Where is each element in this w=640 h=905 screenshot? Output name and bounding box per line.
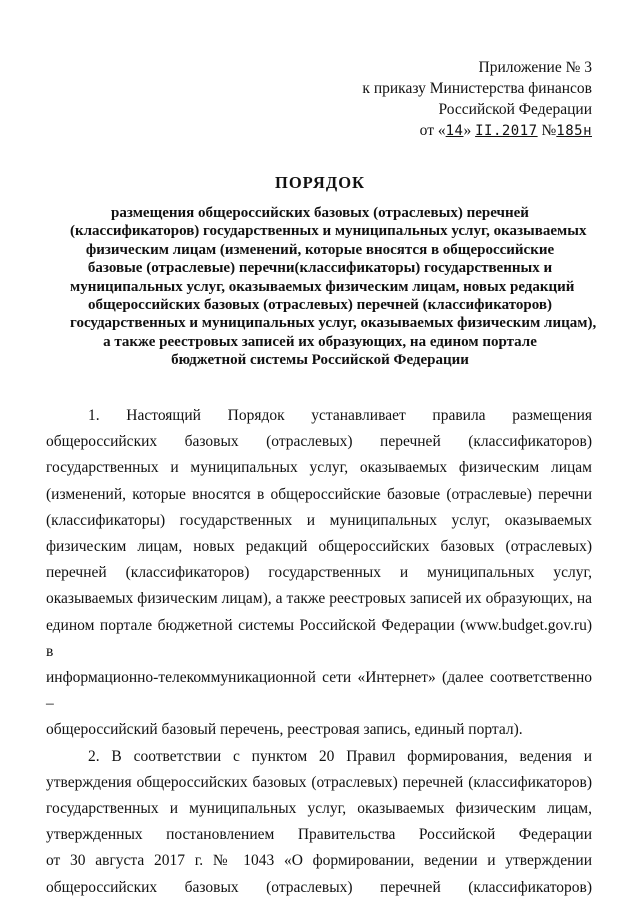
subtitle-line: а также реестровых записей их образующих, на едином портале bbox=[103, 333, 537, 350]
date-mid: » bbox=[463, 122, 472, 139]
date-prefix: от « bbox=[419, 122, 446, 139]
paragraph-1 bbox=[46, 403, 592, 744]
paragraph-line: общероссийских базовых (отраслевых) перечней (классификаторов) bbox=[46, 433, 592, 451]
paragraph-line: перечней (классификаторов) государственных и муниципальных услуг, bbox=[46, 564, 592, 582]
subtitle-line: бюджетной системы Российской Федерации bbox=[171, 352, 469, 369]
paragraph-line: едином портале бюджетной системы Российской Федерации (www.budget.gov.ru) в bbox=[46, 616, 592, 660]
subtitle-line: (классификаторов) государственных и муниципальных услуг, оказываемых bbox=[70, 223, 587, 240]
paragraph-line: (изменений, которые вносятся в общероссийские базовые (отраслевые) перечни bbox=[46, 485, 592, 503]
date-day: 14 bbox=[445, 123, 464, 139]
subtitle-line: размещения общероссийских базовых (отраслевых) перечней bbox=[111, 205, 529, 221]
paragraph-2 bbox=[46, 744, 592, 901]
paragraph-line: государственных и муниципальных услуг, оказываемых физическим лицам, bbox=[46, 800, 592, 818]
document-subtitle bbox=[70, 204, 597, 370]
paragraph-line: утверждения общероссийских базовых (отраслевых) перечней (классификаторов) bbox=[46, 773, 592, 791]
paragraph-line: оказываемых физическим лицам), а также реестровых записей их образующих, на bbox=[46, 590, 592, 608]
subtitle-line: физическим лицам (изменений, которые вносятся в общероссийские bbox=[85, 241, 555, 258]
document-body bbox=[46, 403, 592, 901]
order-number: 185н bbox=[556, 123, 592, 139]
subtitle-line: государственных и муниципальных услуг, оказываемых физическим лицам), bbox=[70, 315, 597, 332]
paragraph-line: государственных и муниципальных услуг, оказываемых физическим лицам bbox=[46, 459, 592, 477]
paragraph-line: общероссийский базовый перечень, реестровая запись, единый портал). bbox=[46, 721, 523, 739]
paragraph-line: утвержденных постановлением Правительства Российской Федерации bbox=[46, 826, 592, 844]
appendix-line-1: Приложение № 3 bbox=[478, 59, 592, 76]
paragraph-line: (классификаторы) государственных и муниципальных услуг, оказываемых bbox=[46, 511, 592, 529]
paragraph-line: информационно-телекоммуникационной сети «Интернет» (далее соответственно – bbox=[46, 669, 592, 713]
document-title: ПОРЯДОК bbox=[275, 173, 365, 192]
subtitle-line: базовые (отраслевые) перечни(классификаторы) государственных и bbox=[87, 260, 553, 277]
appendix-header bbox=[362, 57, 592, 142]
subtitle-line: муниципальных услуг, оказываемых физическим лицам, новых редакций bbox=[70, 278, 575, 295]
paragraph-line: от 30 августа 2017 г. № 1043 «О формировании, ведении и утверждении bbox=[46, 852, 592, 870]
appendix-line-2: к приказу Министерства финансов bbox=[362, 80, 592, 97]
paragraph-line: 2. В соответствии с пунктом 20 Правил формирования, ведения и bbox=[88, 747, 592, 765]
appendix-line-3: Российской Федерации bbox=[438, 101, 592, 118]
paragraph-line: 1. Настоящий Порядок устанавливает правила размещения bbox=[88, 407, 592, 424]
number-prefix: № bbox=[541, 122, 557, 139]
order-date-line bbox=[362, 120, 592, 142]
subtitle-line: общероссийских базовых (отраслевых) перечней (классификаторов) bbox=[88, 297, 552, 314]
date-month-year: II.2017 bbox=[475, 123, 538, 139]
paragraph-line: общероссийских базовых (отраслевых) перечней (классификаторов) bbox=[46, 878, 592, 896]
paragraph-line: физическим лицам, новых редакций общероссийских базовых (отраслевых) bbox=[46, 538, 592, 556]
